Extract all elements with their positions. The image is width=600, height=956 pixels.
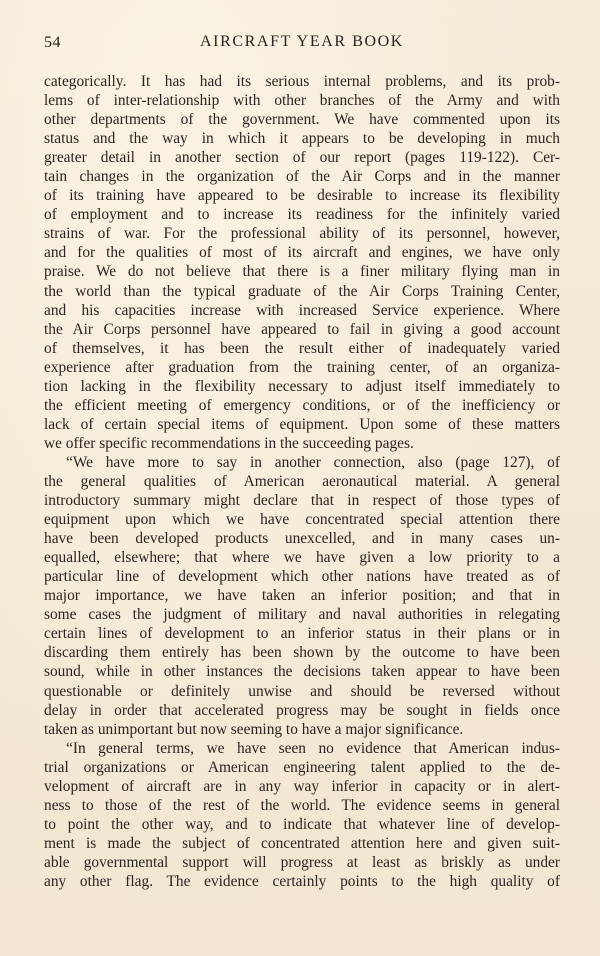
text-line: “In general terms, we have seen no evidence that American indus-	[66, 739, 560, 757]
text-line: equipment upon which we have concentrated special attention there	[44, 511, 560, 529]
text-line: praise. We do not believe that there is a finer military flying man in	[44, 263, 560, 281]
text-line: strains of war. For the professional ability of its personnel, however,	[44, 225, 560, 243]
text-line: tion lacking in the flexibility necessary to adjust itself immediately to	[44, 377, 560, 395]
text-line: experience after graduation from the training center, of an organiza-	[44, 358, 560, 376]
text-line: and for the qualities of most of its aircraft and engines, we have only	[44, 244, 560, 262]
text-line: lems of inter-relationship with other branches of the Army and with	[44, 92, 560, 110]
text-line: of its training have appeared to be desirable to increase its flexibility	[44, 187, 560, 205]
text-line: major importance, we have taken an inferior position; and that in	[44, 587, 560, 605]
running-head: AIRCRAFT YEAR BOOK	[200, 33, 404, 50]
page-header	[44, 34, 560, 56]
text-line: any other flag. The evidence certainly points to the high quality of	[44, 872, 560, 890]
text-line: to point the other way, and to indicate that whatever line of develop-	[44, 815, 560, 833]
text-line: trial organizations or American engineering talent applied to the de-	[44, 758, 560, 776]
text-line: delay in order that accelerated progress may be sought in fields once	[44, 701, 560, 719]
paragraph	[44, 453, 560, 739]
paragraph	[44, 739, 560, 891]
text-line: have been developed products unexcelled, and in many cases un-	[44, 530, 560, 548]
text-line: velopment of aircraft are in any way inferior in capacity or in alert-	[44, 777, 560, 795]
text-line: able governmental support will progress at least as briskly as under	[44, 853, 560, 871]
text-line: questionable or definitely unwise and should be reversed without	[44, 682, 560, 700]
text-line: the general qualities of American aeronautical material. A general	[44, 472, 560, 490]
text-line: ment is made the subject of concentrated attention here and given suit-	[44, 834, 560, 852]
text-line: some cases the judgment of military and naval authorities in relegating	[44, 606, 560, 624]
text-line: status and the way in which it appears to be developing in much	[44, 130, 560, 148]
text-line: introductory summary might declare that in respect of those types of	[44, 492, 560, 510]
text-line: tain changes in the organization of the Air Corps and in the manner	[44, 168, 560, 186]
text-line: and his capacities increase with increased Service experience. Where	[44, 301, 560, 319]
body-text	[44, 72, 560, 891]
text-line: categorically. It has had its serious internal problems, and its prob-	[44, 73, 560, 90]
text-line: equalled, elsewhere; that where we have given a low priority to a	[44, 549, 560, 567]
text-line: lack of certain special items of equipment. Upon some of these matters	[44, 415, 560, 433]
text-line: the Air Corps personnel have appeared to fail in giving a good account	[44, 320, 560, 338]
text-line: taken as unimportant but now seeming to have a major significance.	[44, 720, 464, 738]
text-line: ness to those of the rest of the world. The evidence seems in general	[44, 796, 560, 814]
text-line: we offer specific recommendations in the succeeding pages.	[44, 434, 414, 452]
text-line: the efficient meeting of emergency conditions, or of the inefficiency or	[44, 396, 560, 414]
text-line: the world than the typical graduate of the Air Corps Training Center,	[44, 282, 560, 300]
page-number: 54	[44, 34, 61, 51]
text-line: of themselves, it has been the result either of inadequately varied	[44, 339, 560, 357]
text-line: other departments of the government. We have commented upon its	[44, 111, 560, 129]
text-line: “We have more to say in another connection, also (page 127), of	[66, 453, 560, 471]
text-line: sound, while in other instances the decisions taken appear to have been	[44, 663, 560, 681]
text-line: certain lines of development to an inferior status in their plans or in	[44, 625, 560, 643]
text-line: particular line of development which other nations have treated as of	[44, 568, 560, 586]
text-line: of employment and to increase its readiness for the infinitely varied	[44, 206, 560, 224]
paragraph	[44, 72, 560, 453]
text-line: greater detail in another section of our report (pages 119-122). Cer-	[44, 149, 560, 167]
text-line: discarding them entirely has been shown by the outcome to have been	[44, 644, 560, 662]
